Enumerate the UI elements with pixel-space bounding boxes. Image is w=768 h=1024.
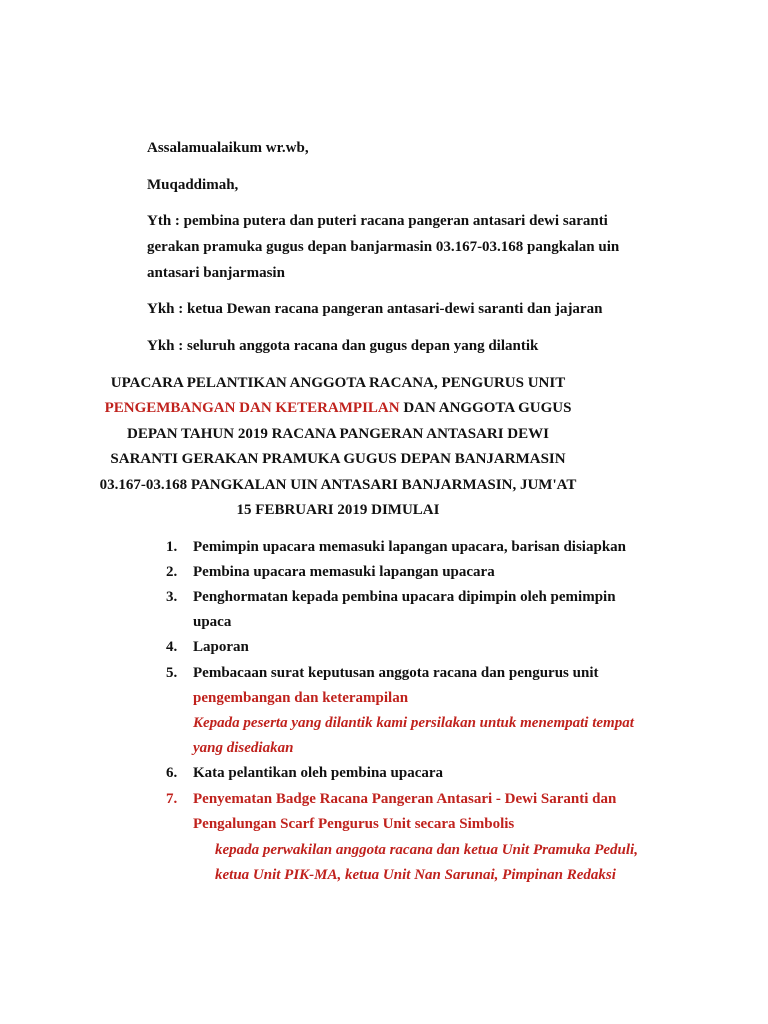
ykh-line-2: Ykh : seluruh anggota racana dan gugus depan yang dilantik xyxy=(147,338,539,354)
muqaddimah-line: Muqaddimah, xyxy=(147,177,239,193)
title-line-1: UPACARA PELANTIKAN ANGGOTA RACANA, PENGURUS UNIT xyxy=(110,375,566,391)
agenda-number: 2. xyxy=(166,564,178,580)
agenda-number: 7. xyxy=(166,791,178,807)
agenda-item-7-note-2: ketua Unit PIK-MA, ketua Unit Nan Sarunai, Pimpinan Redaksi xyxy=(215,867,616,883)
title-red-highlight: PENGEMBANGAN DAN KETERAMPILAN xyxy=(104,400,400,416)
agenda-item-7: Penyematan Badge Racana Pangeran Antasari - Dewi Saranti dan xyxy=(193,791,617,807)
agenda-item-3-cont: upaca xyxy=(193,614,232,630)
agenda-number: 4. xyxy=(166,639,178,655)
agenda-item-1: Pemimpin upacara memasuki lapangan upacara, barisan disiapkan xyxy=(193,539,627,555)
agenda-item-7-note-1: kepada perwakilan anggota racana dan ketua Unit Pramuka Peduli, xyxy=(215,842,638,858)
agenda-number: 5. xyxy=(166,665,178,681)
agenda-item-3: Penghormatan kepada pembina upacara dipimpin oleh pemimpin xyxy=(193,589,616,605)
title-line-5: 03.167-03.168 PANGKALAN UIN ANTASARI BANJARMASIN, JUM'AT xyxy=(99,477,577,493)
agenda-item-4: Laporan xyxy=(193,639,249,655)
title-line-2-rest: DAN ANGGOTA GUGUS xyxy=(399,400,572,416)
agenda-number: 3. xyxy=(166,589,178,605)
yth-line-1: Yth : pembina putera dan puteri racana pangeran antasari dewi saranti xyxy=(147,213,608,229)
agenda-number: 6. xyxy=(166,765,178,781)
title-line-3: DEPAN TAHUN 2019 RACANA PANGERAN ANTASARI DEWI xyxy=(127,426,549,442)
title-line-2 xyxy=(0,398,676,418)
yth-line-2: gerakan pramuka gugus depan banjarmasin 03.167-03.168 pangkalan uin xyxy=(147,239,620,255)
agenda-item-6: Kata pelantikan oleh pembina upacara xyxy=(193,765,444,781)
agenda-item-5-note-1: Kepada peserta yang dilantik kami persilakan untuk menempati tempat xyxy=(193,715,634,731)
agenda-number: 1. xyxy=(166,539,178,555)
agenda-item-5: Pembacaan surat keputusan anggota racana dan pengurus unit xyxy=(193,665,599,681)
agenda-item-5-red: pengembangan dan keterampilan xyxy=(193,690,409,706)
agenda-item-2: Pembina upacara memasuki lapangan upacara xyxy=(193,564,495,580)
agenda-item-5-note-2: yang disediakan xyxy=(193,740,294,756)
title-line-4: SARANTI GERAKAN PRAMUKA GUGUS DEPAN BANJARMASIN xyxy=(110,451,566,467)
agenda-item-7-cont: Pengalungan Scarf Pengurus Unit secara Simbolis xyxy=(193,816,515,832)
salam-line: Assalamualaikum wr.wb, xyxy=(147,140,309,156)
yth-line-3: antasari banjarmasin xyxy=(147,265,285,281)
title-line-6: 15 FEBRUARI 2019 DIMULAI xyxy=(236,502,440,518)
ykh-line-1: Ykh : ketua Dewan racana pangeran antasari-dewi saranti dan jajaran xyxy=(147,301,603,317)
